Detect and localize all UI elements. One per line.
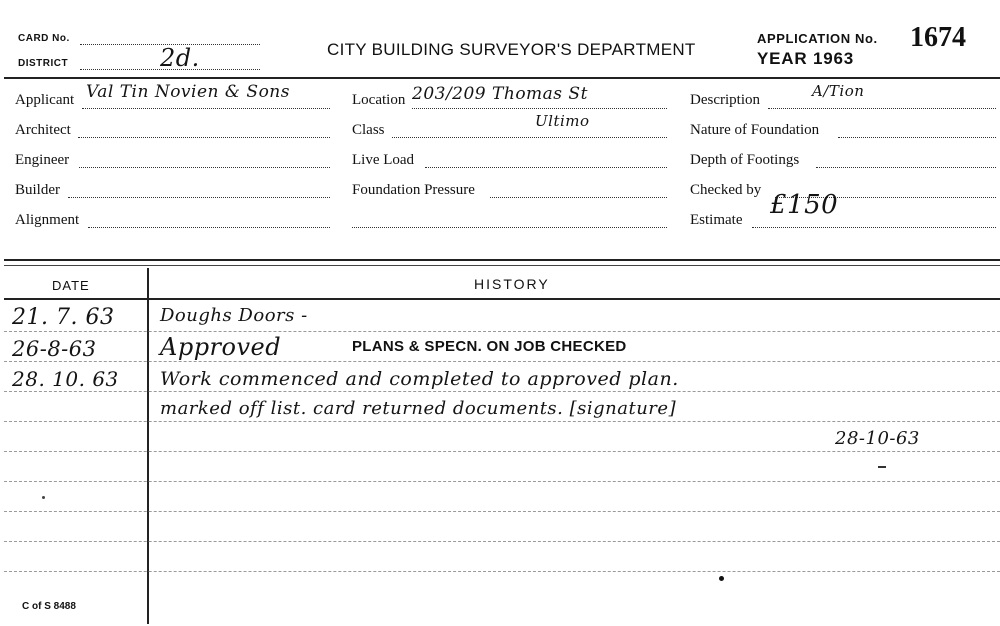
nature-of-foundation-label: Nature of Foundation bbox=[690, 122, 820, 138]
location-label: Location bbox=[352, 92, 406, 108]
year-label: YEAR 1963 bbox=[757, 49, 854, 68]
ruled-line bbox=[4, 361, 1000, 362]
alignment-label: Alignment bbox=[15, 212, 80, 228]
description-line bbox=[768, 108, 996, 109]
history-entry: Doughs Doors - bbox=[160, 305, 308, 326]
district-value: 2d. bbox=[160, 44, 200, 72]
ruled-line bbox=[4, 511, 1000, 512]
middle-blank-line bbox=[352, 227, 667, 228]
architect-line bbox=[78, 137, 330, 138]
nature-line bbox=[838, 137, 996, 138]
ruled-line bbox=[4, 481, 1000, 482]
ruled-line bbox=[4, 331, 1000, 332]
live-load-label: Live Load bbox=[352, 152, 415, 168]
history-header-rule bbox=[4, 298, 1000, 300]
foundation-pressure-line bbox=[490, 197, 667, 198]
location-line bbox=[412, 108, 667, 109]
ruled-line bbox=[4, 571, 1000, 572]
estimate-value: £150 bbox=[770, 190, 839, 220]
history-date: 28. 10. 63 bbox=[12, 367, 119, 391]
applicant-value: Val Tin Novien & Sons bbox=[86, 82, 290, 102]
card-no-label: CARD No. bbox=[18, 33, 70, 44]
history-entry: Work commenced and completed to approved plan. bbox=[160, 368, 679, 390]
builder-line bbox=[68, 197, 330, 198]
checked-by-label: Checked by bbox=[690, 182, 762, 198]
header-rule bbox=[4, 77, 1000, 79]
applicant-line bbox=[82, 108, 330, 109]
ink-speck bbox=[719, 576, 724, 581]
live-load-line bbox=[425, 167, 667, 168]
history-entry: Approved bbox=[160, 333, 282, 361]
applicant-label: Applicant bbox=[15, 92, 75, 108]
ruled-line bbox=[4, 541, 1000, 542]
fields-rule-bottom bbox=[4, 265, 1000, 266]
plans-checked-stamp: PLANS & SPECN. ON JOB CHECKED bbox=[352, 338, 627, 355]
estimate-line bbox=[752, 227, 996, 228]
ruled-line bbox=[4, 421, 1000, 422]
engineer-label: Engineer bbox=[15, 152, 70, 168]
form-code: C of S 8488 bbox=[22, 601, 76, 612]
estimate-label: Estimate bbox=[690, 212, 743, 228]
engineer-line bbox=[79, 167, 330, 168]
history-header: HISTORY bbox=[474, 276, 550, 292]
class-value: Ultimo bbox=[535, 112, 590, 130]
ruled-line bbox=[4, 391, 1000, 392]
depth-of-footings-label: Depth of Footings bbox=[690, 152, 800, 168]
ink-speck bbox=[42, 496, 45, 499]
application-label: APPLICATION No. bbox=[757, 31, 878, 46]
department-title: CITY BUILDING SURVEYOR'S DEPARTMENT bbox=[327, 40, 696, 59]
date-header: DATE bbox=[52, 278, 90, 293]
history-date: 21. 7. 63 bbox=[12, 305, 115, 330]
architect-label: Architect bbox=[15, 122, 71, 138]
class-label: Class bbox=[352, 122, 385, 138]
depth-line bbox=[816, 167, 996, 168]
fields-rule-top bbox=[4, 259, 1000, 261]
class-line bbox=[392, 137, 667, 138]
application-number: 1674 bbox=[910, 22, 966, 53]
history-entry: marked off list. card returned documents. [signature] bbox=[160, 398, 677, 419]
location-value: 203/209 Thomas St bbox=[412, 84, 588, 104]
history-entry: 28-10-63 bbox=[835, 428, 920, 449]
district-label: DISTRICT bbox=[18, 58, 69, 69]
alignment-line bbox=[88, 227, 330, 228]
foundation-pressure-label: Foundation Pressure bbox=[352, 182, 475, 198]
description-value: A/Tion bbox=[812, 82, 865, 100]
history-date: 26-8-63 bbox=[12, 337, 97, 361]
description-label: Description bbox=[690, 92, 760, 108]
ruled-line bbox=[4, 451, 1000, 452]
ink-speck bbox=[878, 466, 886, 468]
builder-label: Builder bbox=[15, 182, 60, 198]
